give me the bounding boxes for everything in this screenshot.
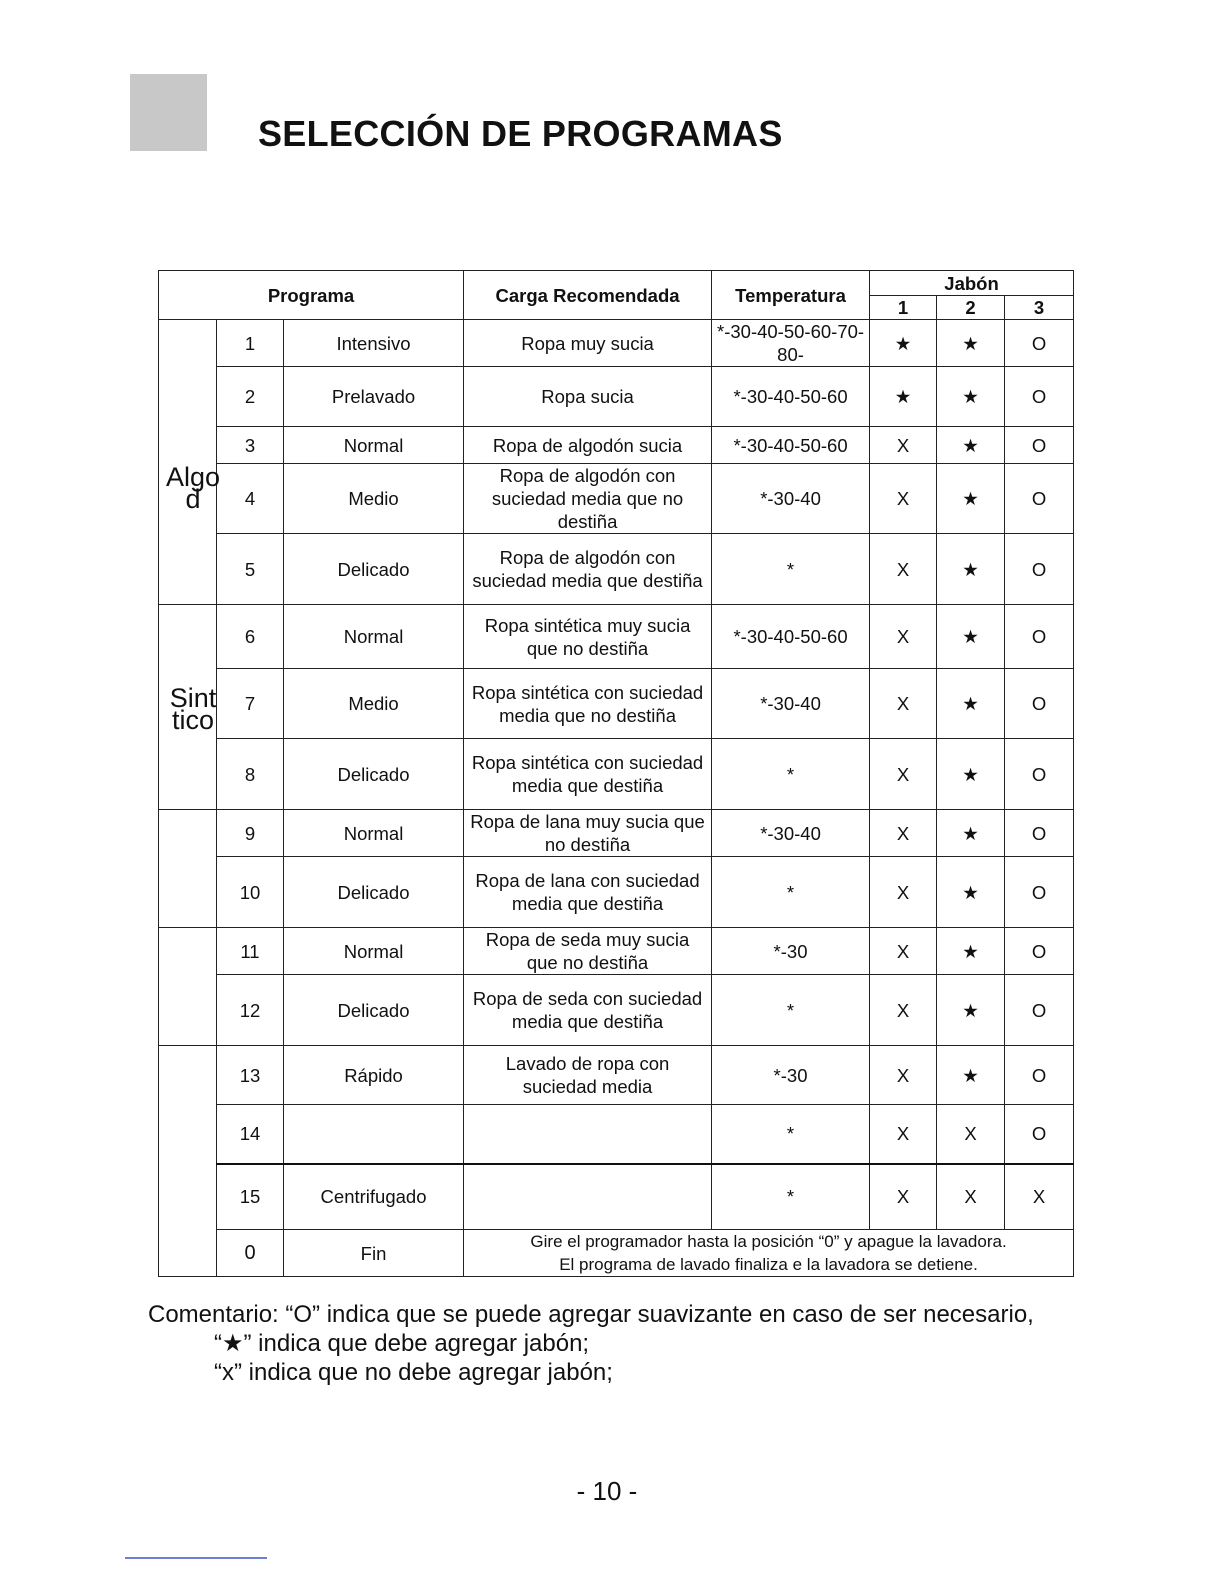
soap-2: ★ xyxy=(937,427,1005,464)
program-load: Ropa de algodón con suciedad media que destiña xyxy=(464,534,712,605)
program-temperature: * xyxy=(712,975,870,1046)
soap-3: O xyxy=(1005,534,1074,605)
soap-3: O xyxy=(1005,975,1074,1046)
soap-1: X xyxy=(870,669,937,739)
program-temperature: *-30-40-50-60-70-80- xyxy=(712,320,870,367)
program-number: 7 xyxy=(217,669,284,739)
program-name: Centrifugado xyxy=(284,1164,464,1230)
program-temperature: *-30-40-50-60 xyxy=(712,427,870,464)
soap-3: O xyxy=(1005,367,1074,427)
soap-1: X xyxy=(870,975,937,1046)
program-load: Ropa sintética muy sucia que no destiña xyxy=(464,605,712,669)
program-name: Rápido xyxy=(284,1046,464,1105)
program-name: Normal xyxy=(284,810,464,857)
program-temperature: *-30 xyxy=(712,1046,870,1105)
program-temperature: * xyxy=(712,857,870,928)
program-load: Ropa de algodón sucia xyxy=(464,427,712,464)
soap-3: O xyxy=(1005,605,1074,669)
table-row xyxy=(159,739,1074,810)
soap-1: X xyxy=(870,464,937,534)
program-number: 6 xyxy=(217,605,284,669)
program-number: 11 xyxy=(217,928,284,975)
table-row xyxy=(159,1105,1074,1164)
soap-2: ★ xyxy=(937,605,1005,669)
table-row xyxy=(159,810,1074,857)
program-load: Lavado de ropa con suciedad media xyxy=(464,1046,712,1105)
program-temperature: * xyxy=(712,739,870,810)
program-number: 0 xyxy=(217,1230,284,1277)
header-jabon-1: 1 xyxy=(870,296,937,320)
comment-block xyxy=(148,1300,1034,1387)
program-temperature: * xyxy=(712,534,870,605)
program-name: Medio xyxy=(284,669,464,739)
comment-line-2: “★” indica que debe agregar jabón; xyxy=(214,1330,590,1357)
table-row xyxy=(159,928,1074,975)
group-label-sintetico: Sint tico xyxy=(159,605,217,810)
soap-3: O xyxy=(1005,1046,1074,1105)
program-number: 4 xyxy=(217,464,284,534)
header-programa: Programa xyxy=(159,271,464,320)
header-temperatura: Temperatura xyxy=(712,271,870,320)
soap-3: O xyxy=(1005,739,1074,810)
soap-1: X xyxy=(870,1046,937,1105)
soap-2: ★ xyxy=(937,1046,1005,1105)
program-name: Prelavado xyxy=(284,367,464,427)
program-temperature: * xyxy=(712,1105,870,1164)
page-number: - 10 - xyxy=(576,1476,638,1506)
section-marker-box xyxy=(130,74,207,151)
program-number: 8 xyxy=(217,739,284,810)
program-load: Ropa muy sucia xyxy=(464,320,712,367)
program-number: 10 xyxy=(217,857,284,928)
table-row xyxy=(159,464,1074,534)
soap-2: ★ xyxy=(937,975,1005,1046)
program-table xyxy=(158,270,1074,1277)
comment-line-3: “x” indica que no debe agregar jabón; xyxy=(214,1359,613,1386)
soap-2: X xyxy=(937,1105,1005,1164)
program-load: Ropa sintética con suciedad media que destiña xyxy=(464,739,712,810)
program-load: Ropa de lana muy sucia que no destiña xyxy=(464,810,712,857)
program-temperature: * xyxy=(712,1164,870,1230)
soap-3: O xyxy=(1005,810,1074,857)
program-name: Delicado xyxy=(284,534,464,605)
soap-1: ★ xyxy=(870,367,937,427)
soap-2: ★ xyxy=(937,810,1005,857)
soap-3: O xyxy=(1005,464,1074,534)
table-row xyxy=(159,857,1074,928)
program-name xyxy=(284,1105,464,1164)
group-label-blank xyxy=(159,1046,217,1277)
program-number: 15 xyxy=(217,1164,284,1230)
table-row xyxy=(159,669,1074,739)
table-row xyxy=(159,1164,1074,1230)
program-temperature: *-30-40-50-60 xyxy=(712,605,870,669)
soap-2: ★ xyxy=(937,464,1005,534)
program-number: 5 xyxy=(217,534,284,605)
soap-1: ★ xyxy=(870,320,937,367)
fin-note xyxy=(464,1230,1074,1277)
table-row xyxy=(159,534,1074,605)
soap-3: O xyxy=(1005,669,1074,739)
header-jabon: Jabón xyxy=(870,271,1074,296)
soap-3: O xyxy=(1005,320,1074,367)
soap-1: X xyxy=(870,1164,937,1230)
soap-3: O xyxy=(1005,928,1074,975)
program-temperature: *-30-40 xyxy=(712,810,870,857)
soap-3: O xyxy=(1005,1105,1074,1164)
program-temperature: *-30-40-50-60 xyxy=(712,367,870,427)
soap-1: X xyxy=(870,534,937,605)
table-row xyxy=(159,367,1074,427)
program-number: 14 xyxy=(217,1105,284,1164)
table-row xyxy=(159,320,1074,367)
program-load: Ropa de seda muy sucia que no destiña xyxy=(464,928,712,975)
soap-1: X xyxy=(870,427,937,464)
program-name: Normal xyxy=(284,605,464,669)
program-name: Medio xyxy=(284,464,464,534)
soap-3: O xyxy=(1005,857,1074,928)
soap-3: O xyxy=(1005,427,1074,464)
soap-1: X xyxy=(870,605,937,669)
soap-2: ★ xyxy=(937,320,1005,367)
program-load: Ropa sintética con suciedad media que no destiña xyxy=(464,669,712,739)
program-name: Delicado xyxy=(284,739,464,810)
program-load: Ropa de algodón con suciedad media que no destiña xyxy=(464,464,712,534)
program-temperature: *-30-40 xyxy=(712,669,870,739)
group-label-algodon: Algod xyxy=(159,320,217,605)
program-load: Ropa de seda con suciedad media que destiña xyxy=(464,975,712,1046)
program-temperature: *-30-40 xyxy=(712,464,870,534)
page-title: SELECCIÓN DE PROGRAMAS xyxy=(258,113,783,154)
fin-note-line-2: El programa de lavado finaliza e la lavadora se detiene. xyxy=(559,1255,978,1274)
soap-1: X xyxy=(870,739,937,810)
soap-2: ★ xyxy=(937,367,1005,427)
group-label-blank xyxy=(159,810,217,928)
table-row-fin xyxy=(159,1230,1074,1277)
program-load: Ropa sucia xyxy=(464,367,712,427)
header-carga: Carga Recomendada xyxy=(464,271,712,320)
program-number: 12 xyxy=(217,975,284,1046)
program-name: Fin xyxy=(284,1230,464,1277)
program-load xyxy=(464,1105,712,1164)
soap-2: ★ xyxy=(937,534,1005,605)
program-number: 2 xyxy=(217,367,284,427)
comment-line-1: Comentario: “O” indica que se puede agregar suavizante en caso de ser necesario, xyxy=(148,1301,1034,1328)
soap-2: X xyxy=(937,1164,1005,1230)
program-number: 1 xyxy=(217,320,284,367)
footer-rule xyxy=(125,1557,267,1559)
soap-3: X xyxy=(1005,1164,1074,1230)
soap-2: ★ xyxy=(937,857,1005,928)
header-jabon-2: 2 xyxy=(937,296,1005,320)
soap-2: ★ xyxy=(937,669,1005,739)
table-row xyxy=(159,1046,1074,1105)
program-name: Delicado xyxy=(284,975,464,1046)
soap-1: X xyxy=(870,810,937,857)
soap-1: X xyxy=(870,857,937,928)
program-load: Ropa de lana con suciedad media que destiña xyxy=(464,857,712,928)
program-name: Normal xyxy=(284,427,464,464)
program-load xyxy=(464,1164,712,1230)
group-label-blank xyxy=(159,928,217,1046)
program-name: Delicado xyxy=(284,857,464,928)
soap-2: ★ xyxy=(937,739,1005,810)
program-name: Normal xyxy=(284,928,464,975)
soap-1: X xyxy=(870,928,937,975)
soap-1: X xyxy=(870,1105,937,1164)
program-name: Intensivo xyxy=(284,320,464,367)
program-number: 3 xyxy=(217,427,284,464)
table-row xyxy=(159,975,1074,1046)
program-number: 13 xyxy=(217,1046,284,1105)
header-jabon-3: 3 xyxy=(1005,296,1074,320)
table-row xyxy=(159,605,1074,669)
program-number: 9 xyxy=(217,810,284,857)
program-temperature: *-30 xyxy=(712,928,870,975)
table-row xyxy=(159,427,1074,464)
fin-note-line-1: Gire el programador hasta la posición “0” y apague la lavadora. xyxy=(530,1232,1007,1251)
soap-2: ★ xyxy=(937,928,1005,975)
